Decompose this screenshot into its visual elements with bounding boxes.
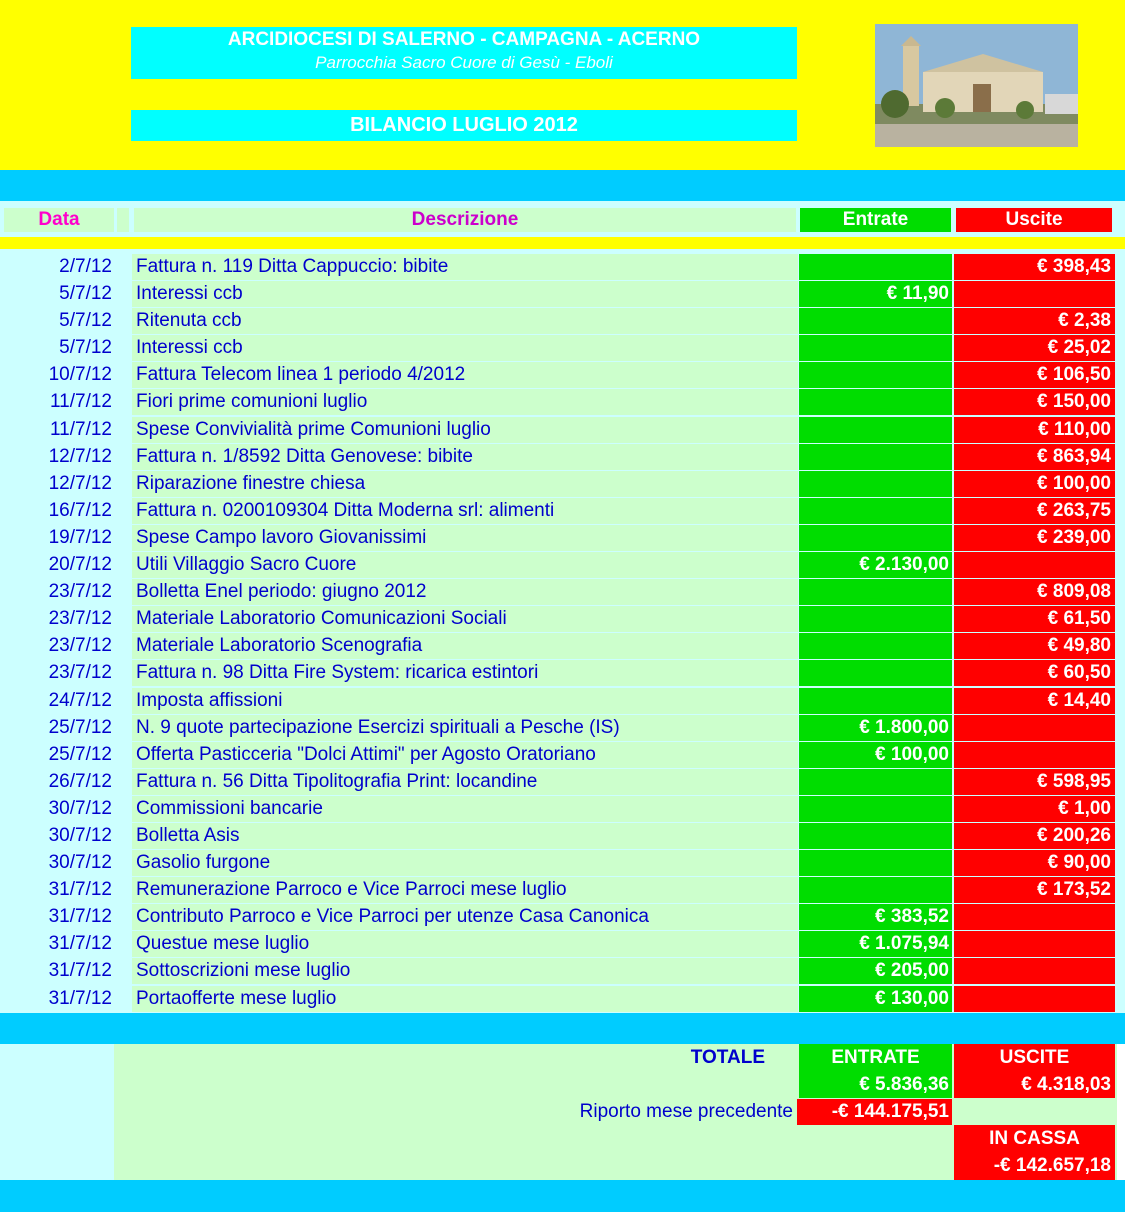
row-entrate xyxy=(799,362,952,388)
row-description: Riparazione finestre chiesa xyxy=(132,471,798,497)
row-description: Bolletta Enel periodo: giugno 2012 xyxy=(132,579,798,605)
row-description: Gasolio furgone xyxy=(132,850,798,876)
table-row xyxy=(0,606,1125,633)
row-entrate xyxy=(799,633,952,659)
row-description: Fattura Telecom linea 1 periodo 4/2012 xyxy=(132,362,798,388)
row-entrate: € 1.075,94 xyxy=(799,931,952,957)
row-entrate xyxy=(799,444,952,470)
row-entrate xyxy=(799,308,952,334)
yellow-separator xyxy=(0,237,1125,249)
row-uscite xyxy=(954,742,1115,768)
row-date: 23/7/12 xyxy=(4,606,114,632)
row-description: Fattura n. 119 Ditta Cappuccio: bibite xyxy=(132,254,798,280)
row-description: Interessi ccb xyxy=(132,335,798,361)
row-date: 30/7/12 xyxy=(4,850,114,876)
totale-uscite-label: USCITE xyxy=(954,1044,1115,1071)
row-description: Spese Campo lavoro Giovanissimi xyxy=(132,525,798,551)
row-date: 31/7/12 xyxy=(4,904,114,930)
row-entrate xyxy=(799,850,952,876)
row-description: Bolletta Asis xyxy=(132,823,798,849)
row-uscite: € 150,00 xyxy=(954,389,1115,415)
table-row xyxy=(0,335,1125,362)
row-entrate: € 130,00 xyxy=(799,986,952,1012)
row-date: 12/7/12 xyxy=(4,444,114,470)
row-description: Imposta affissioni xyxy=(132,688,798,714)
table-row xyxy=(0,850,1125,877)
row-date: 5/7/12 xyxy=(4,335,114,361)
row-date: 30/7/12 xyxy=(4,796,114,822)
row-date: 25/7/12 xyxy=(4,715,114,741)
row-date: 16/7/12 xyxy=(4,498,114,524)
row-entrate xyxy=(799,823,952,849)
row-date: 11/7/12 xyxy=(4,417,114,443)
row-description: Contributo Parroco e Vice Parroci per utenze Casa Canonica xyxy=(132,904,798,930)
title-box xyxy=(131,27,797,79)
row-entrate: € 100,00 xyxy=(799,742,952,768)
table-row xyxy=(0,389,1125,416)
row-description: N. 9 quote partecipazione Esercizi spirituali a Pesche (IS) xyxy=(132,715,798,741)
riporto-label: Riporto mese precedente xyxy=(579,1101,793,1122)
row-description: Fattura n. 1/8592 Ditta Genovese: bibite xyxy=(132,444,798,470)
row-uscite: € 200,26 xyxy=(954,823,1115,849)
row-description: Materiale Laboratorio Comunicazioni Sociali xyxy=(132,606,798,632)
row-uscite: € 173,52 xyxy=(954,877,1115,903)
row-entrate xyxy=(799,525,952,551)
row-description: Materiale Laboratorio Scenografia xyxy=(132,633,798,659)
row-date: 25/7/12 xyxy=(4,742,114,768)
row-uscite xyxy=(954,552,1115,578)
row-entrate: € 2.130,00 xyxy=(799,552,952,578)
row-entrate: € 11,90 xyxy=(799,281,952,307)
row-description: Sottoscrizioni mese luglio xyxy=(132,958,798,984)
row-date: 24/7/12 xyxy=(4,688,114,714)
row-entrate xyxy=(799,579,952,605)
table-row xyxy=(0,362,1125,389)
row-description: Utili Villaggio Sacro Cuore xyxy=(132,552,798,578)
row-date: 26/7/12 xyxy=(4,769,114,795)
row-date: 11/7/12 xyxy=(4,389,114,415)
row-uscite: € 863,94 xyxy=(954,444,1115,470)
in-cassa-value: -€ 142.657,18 xyxy=(954,1152,1115,1180)
row-entrate xyxy=(799,688,952,714)
separator-band xyxy=(0,1013,1125,1044)
row-uscite: € 49,80 xyxy=(954,633,1115,659)
table-row xyxy=(0,254,1125,281)
church-photo-icon xyxy=(875,24,1078,147)
row-description: Interessi ccb xyxy=(132,281,798,307)
row-date: 31/7/12 xyxy=(4,986,114,1012)
row-description: Ritenuta ccb xyxy=(132,308,798,334)
table-row xyxy=(0,579,1125,606)
row-date: 2/7/12 xyxy=(4,254,114,280)
column-header-spacer xyxy=(117,208,129,232)
column-header-data: Data xyxy=(4,208,114,232)
column-header-uscite: Uscite xyxy=(956,208,1112,232)
in-cassa-label: IN CASSA xyxy=(954,1125,1115,1152)
row-date: 31/7/12 xyxy=(4,958,114,984)
totals-left-panel xyxy=(0,1044,114,1180)
table-row xyxy=(0,877,1125,904)
row-date: 23/7/12 xyxy=(4,579,114,605)
row-description: Questue mese luglio xyxy=(132,931,798,957)
table-row xyxy=(0,552,1125,579)
row-date: 23/7/12 xyxy=(4,633,114,659)
row-uscite: € 61,50 xyxy=(954,606,1115,632)
row-uscite: € 25,02 xyxy=(954,335,1115,361)
table-row xyxy=(0,715,1125,742)
riporto-value: -€ 144.175,51 xyxy=(797,1099,952,1125)
row-entrate xyxy=(799,471,952,497)
row-entrate xyxy=(799,498,952,524)
table-row xyxy=(0,796,1125,823)
row-description: Fattura n. 0200109304 Ditta Moderna srl: alimenti xyxy=(132,498,798,524)
totale-uscite-value: € 4.318,03 xyxy=(954,1071,1115,1098)
totale-entrate-value: € 5.836,36 xyxy=(799,1071,952,1098)
row-uscite xyxy=(954,281,1115,307)
row-entrate xyxy=(799,769,952,795)
row-date: 12/7/12 xyxy=(4,471,114,497)
row-entrate: € 205,00 xyxy=(799,958,952,984)
row-uscite xyxy=(954,958,1115,984)
row-uscite: € 809,08 xyxy=(954,579,1115,605)
transactions-table xyxy=(0,254,1125,1013)
row-uscite: € 598,95 xyxy=(954,769,1115,795)
table-row xyxy=(0,986,1125,1013)
row-date: 5/7/12 xyxy=(4,308,114,334)
row-date: 5/7/12 xyxy=(4,281,114,307)
row-entrate xyxy=(799,660,952,686)
table-row xyxy=(0,688,1125,715)
row-uscite: € 2,38 xyxy=(954,308,1115,334)
row-date: 31/7/12 xyxy=(4,877,114,903)
row-uscite xyxy=(954,986,1115,1012)
table-row xyxy=(0,525,1125,552)
row-entrate xyxy=(799,335,952,361)
totale-entrate-label: ENTRATE xyxy=(799,1044,952,1071)
row-entrate: € 383,52 xyxy=(799,904,952,930)
table-row xyxy=(0,931,1125,958)
row-uscite: € 398,43 xyxy=(954,254,1115,280)
row-date: 10/7/12 xyxy=(4,362,114,388)
row-date: 30/7/12 xyxy=(4,823,114,849)
column-header-descrizione: Descrizione xyxy=(134,208,796,232)
row-date: 19/7/12 xyxy=(4,525,114,551)
row-uscite: € 1,00 xyxy=(954,796,1115,822)
row-description: Commissioni bancarie xyxy=(132,796,798,822)
row-uscite: € 263,75 xyxy=(954,498,1115,524)
row-entrate xyxy=(799,254,952,280)
row-uscite xyxy=(954,904,1115,930)
row-description: Remunerazione Parroco e Vice Parroci mese luglio xyxy=(132,877,798,903)
row-uscite xyxy=(954,715,1115,741)
diocese-title: ARCIDIOCESI DI SALERNO - CAMPAGNA - ACERNO xyxy=(227,29,701,50)
row-uscite: € 239,00 xyxy=(954,525,1115,551)
row-description: Offerta Pasticceria "Dolci Attimi" per Agosto Oratoriano xyxy=(132,742,798,768)
table-row xyxy=(0,444,1125,471)
table-row xyxy=(0,742,1125,769)
row-entrate xyxy=(799,417,952,443)
row-uscite xyxy=(954,931,1115,957)
row-uscite: € 100,00 xyxy=(954,471,1115,497)
table-row xyxy=(0,958,1125,985)
table-row xyxy=(0,417,1125,444)
row-uscite: € 90,00 xyxy=(954,850,1115,876)
row-description: Portaofferte mese luglio xyxy=(132,986,798,1012)
row-entrate xyxy=(799,796,952,822)
table-row xyxy=(0,769,1125,796)
row-uscite: € 110,00 xyxy=(954,417,1115,443)
row-uscite: € 14,40 xyxy=(954,688,1115,714)
row-entrate xyxy=(799,389,952,415)
row-description: Spese Convivialità prime Comunioni luglio xyxy=(132,417,798,443)
table-row xyxy=(0,660,1125,687)
church-photo xyxy=(875,24,1078,147)
table-row xyxy=(0,471,1125,498)
table-row xyxy=(0,904,1125,931)
row-description: Fattura n. 56 Ditta Tipolitografia Print: locandine xyxy=(132,769,798,795)
footer-band xyxy=(0,1180,1125,1212)
table-row xyxy=(0,823,1125,850)
totale-label: TOTALE xyxy=(690,1047,765,1068)
row-entrate xyxy=(799,606,952,632)
row-date: 20/7/12 xyxy=(4,552,114,578)
row-date: 31/7/12 xyxy=(4,931,114,957)
row-description: Fattura n. 98 Ditta Fire System: ricarica estintori xyxy=(132,660,798,686)
column-header-entrate: Entrate xyxy=(800,208,951,232)
parish-subtitle: Parrocchia Sacro Cuore di Gesù - Eboli xyxy=(315,53,613,72)
row-entrate xyxy=(799,877,952,903)
table-row xyxy=(0,281,1125,308)
row-description: Fiori prime comunioni luglio xyxy=(132,389,798,415)
separator-band xyxy=(0,170,1125,201)
row-entrate: € 1.800,00 xyxy=(799,715,952,741)
row-date: 23/7/12 xyxy=(4,660,114,686)
row-uscite: € 106,50 xyxy=(954,362,1115,388)
table-row xyxy=(0,308,1125,335)
row-uscite: € 60,50 xyxy=(954,660,1115,686)
report-title: BILANCIO LUGLIO 2012 xyxy=(131,110,797,141)
table-row xyxy=(0,633,1125,660)
table-row xyxy=(0,498,1125,525)
